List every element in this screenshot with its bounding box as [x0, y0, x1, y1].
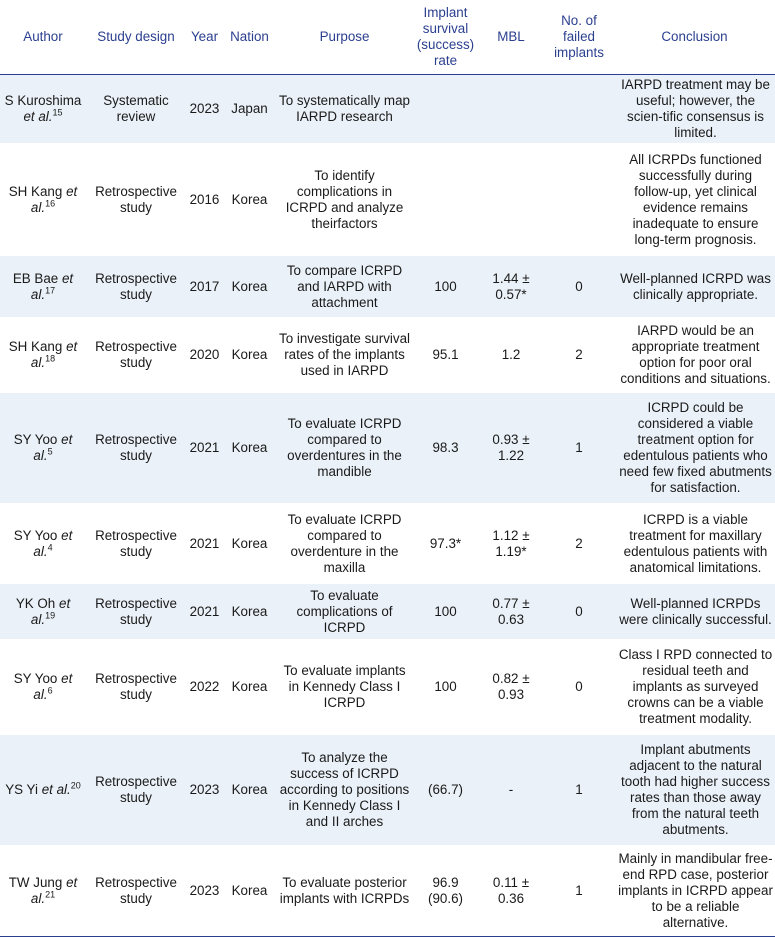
header-year: Year — [186, 0, 223, 75]
author-ref: 5 — [47, 446, 53, 457]
cell-study-design: Retrospective study — [86, 144, 186, 256]
cell-author — [0, 735, 86, 846]
author-etal: et al. — [30, 595, 71, 627]
author-etal: et al. — [30, 339, 78, 370]
cell-year: 2017 — [186, 256, 223, 318]
cell-year: 2016 — [186, 144, 223, 256]
cell-study-design: Retrospective study — [86, 735, 186, 846]
cell-mbl: - — [478, 735, 544, 846]
table-row — [0, 75, 775, 144]
cell-mbl: 1.44 ± 0.57* — [478, 256, 544, 318]
cell-purpose: To evaluate complications of ICRPD — [276, 584, 413, 640]
cell-survival-rate — [413, 75, 478, 144]
cell-purpose: To evaluate posterior implants with ICRPDs — [276, 846, 413, 937]
cell-mbl — [478, 144, 544, 256]
table-row — [0, 504, 775, 584]
table-row — [0, 393, 775, 504]
header-author: Author — [0, 0, 86, 75]
cell-mbl: 0.93 ± 1.22 — [478, 393, 544, 504]
cell-survival-rate: 100 — [413, 640, 478, 735]
header-purpose: Purpose — [276, 0, 413, 75]
cell-author — [0, 640, 86, 735]
table-row — [0, 735, 775, 846]
cell-mbl: 1.2 — [478, 318, 544, 393]
cell-survival-rate: 95.1 — [413, 318, 478, 393]
cell-study-design: Retrospective study — [86, 318, 186, 393]
cell-study-design: Retrospective study — [86, 640, 186, 735]
cell-study-design: Retrospective study — [86, 504, 186, 584]
cell-purpose: To identify complications in ICRPD and analyze theirfactors — [276, 144, 413, 256]
author-ref: 16 — [45, 198, 56, 209]
cell-purpose: To systematically map IARPD research — [276, 75, 413, 144]
author-etal: et al. — [33, 432, 73, 463]
cell-conclusion: ICRPD is a viable treatment for maxillary edentulous patients with anatomical limitations. — [614, 504, 775, 584]
author-name: YK Oh — [15, 595, 56, 611]
cell-conclusion: Well-planned ICRPD was clinically appropriate. — [614, 256, 775, 318]
cell-author — [0, 318, 86, 393]
author-etal: et al. — [30, 270, 74, 302]
author-ref: 4 — [47, 542, 53, 553]
author-ref: 17 — [45, 285, 56, 296]
author-name: S Kuroshima — [4, 93, 82, 108]
table-row — [0, 584, 775, 640]
cell-survival-rate: 98.3 — [413, 393, 478, 504]
cell-survival-rate: 96.9 (90.6) — [413, 846, 478, 937]
header-survival-rate: Implant survival (success) rate — [413, 0, 478, 75]
cell-year: 2022 — [186, 640, 223, 735]
author-etal: et al. — [41, 782, 71, 797]
author-ref: 15 — [52, 107, 63, 118]
cell-failed-implants: 2 — [544, 318, 614, 393]
table-row — [0, 846, 775, 937]
cell-purpose: To investigate survival rates of the implants used in IARPD — [276, 318, 413, 393]
cell-failed-implants: 0 — [544, 640, 614, 735]
cell-nation: Japan — [223, 75, 276, 144]
cell-failed-implants: 1 — [544, 846, 614, 937]
cell-year: 2021 — [186, 584, 223, 640]
cell-purpose: To compare ICRPD and IARPD with attachment — [276, 256, 413, 318]
author-etal: et al. — [33, 527, 73, 559]
cell-year: 2023 — [186, 846, 223, 937]
cell-author — [0, 144, 86, 256]
author-ref: 18 — [45, 353, 56, 364]
cell-failed-implants: 1 — [544, 735, 614, 846]
cell-author — [0, 393, 86, 504]
cell-year: 2021 — [186, 504, 223, 584]
cell-author — [0, 75, 86, 144]
cell-survival-rate: 97.3* — [413, 504, 478, 584]
cell-mbl: 0.77 ± 0.63 — [478, 584, 544, 640]
cell-conclusion: Class I RPD connected to residual teeth and implants as surveyed crowns can be a viable treatment modality. — [614, 640, 775, 735]
cell-nation: Korea — [223, 735, 276, 846]
author-etal: et al. — [30, 875, 78, 906]
cell-conclusion: Implant abutments adjacent to the natural tooth had higher success rates than those away from the natural teeth abutments. — [614, 735, 775, 846]
cell-failed-implants: 1 — [544, 393, 614, 504]
cell-author — [0, 846, 86, 937]
cell-failed-implants: 0 — [544, 256, 614, 318]
author-ref: 6 — [47, 685, 53, 696]
author-name: SY Yoo — [13, 527, 58, 543]
cell-nation: Korea — [223, 318, 276, 393]
table-header — [0, 0, 775, 75]
author-name: SH Kang — [8, 183, 63, 199]
table-body — [0, 75, 775, 937]
header-mbl: MBL — [478, 0, 544, 75]
table-row — [0, 318, 775, 393]
cell-author — [0, 584, 86, 640]
table-row — [0, 256, 775, 318]
cell-author — [0, 256, 86, 318]
cell-author — [0, 504, 86, 584]
cell-failed-implants — [544, 144, 614, 256]
cell-nation: Korea — [223, 846, 276, 937]
cell-nation: Korea — [223, 640, 276, 735]
cell-mbl — [478, 75, 544, 144]
cell-conclusion: IARPD treatment may be useful; however, the scien-tific consensus is limited. — [614, 75, 775, 144]
cell-purpose: To analyze the success of ICRPD according to positions in Kennedy Class I and II arches — [276, 735, 413, 846]
cell-conclusion: Well-planned ICRPDs were clinically successful. — [614, 584, 775, 640]
header-row — [0, 0, 775, 75]
cell-survival-rate: 100 — [413, 256, 478, 318]
cell-study-design: Retrospective study — [86, 256, 186, 318]
author-etal: et al. — [30, 183, 78, 215]
cell-purpose: To evaluate implants in Kennedy Class I ICRPD — [276, 640, 413, 735]
author-name: SH Kang — [8, 339, 63, 354]
cell-nation: Korea — [223, 144, 276, 256]
table-row — [0, 640, 775, 735]
author-ref: 19 — [45, 610, 56, 621]
cell-study-design: Systematic review — [86, 75, 186, 144]
header-nation: Nation — [223, 0, 276, 75]
author-name: SY Yoo — [13, 671, 58, 686]
cell-nation: Korea — [223, 256, 276, 318]
cell-study-design: Retrospective study — [86, 846, 186, 937]
author-name: EB Bae — [12, 270, 59, 286]
cell-year: 2023 — [186, 735, 223, 846]
cell-nation: Korea — [223, 393, 276, 504]
header-failed-implants: No. of failed implants — [544, 0, 614, 75]
cell-study-design: Retrospective study — [86, 584, 186, 640]
cell-purpose: To evaluate ICRPD compared to overdenture in the maxilla — [276, 504, 413, 584]
author-name: SY Yoo — [13, 432, 58, 447]
cell-purpose: To evaluate ICRPD compared to overdentures in the mandible — [276, 393, 413, 504]
author-ref: 21 — [45, 889, 56, 900]
cell-year: 2021 — [186, 393, 223, 504]
cell-year: 2023 — [186, 75, 223, 144]
cell-mbl: 0.82 ± 0.93 — [478, 640, 544, 735]
cell-mbl: 0.11 ± 0.36 — [478, 846, 544, 937]
cell-conclusion: IARPD would be an appropriate treatment option for poor oral conditions and situations. — [614, 318, 775, 393]
cell-study-design: Retrospective study — [86, 393, 186, 504]
cell-nation: Korea — [223, 504, 276, 584]
header-conclusion: Conclusion — [614, 0, 775, 75]
cell-conclusion: Mainly in mandibular free-end RPD case, posterior implants in ICRPD appear to be a reliable alternative. — [614, 846, 775, 937]
author-name: TW Jung — [8, 875, 63, 890]
author-ref: 20 — [70, 780, 81, 791]
cell-survival-rate: 100 — [413, 584, 478, 640]
cell-survival-rate: (66.7) — [413, 735, 478, 846]
header-study-design: Study design — [86, 0, 186, 75]
cell-nation: Korea — [223, 584, 276, 640]
cell-failed-implants: 2 — [544, 504, 614, 584]
cell-year: 2020 — [186, 318, 223, 393]
author-etal: et al. — [23, 109, 53, 124]
cell-survival-rate — [413, 144, 478, 256]
author-name: YS Yi — [5, 782, 38, 797]
cell-mbl: 1.12 ± 1.19* — [478, 504, 544, 584]
cell-failed-implants: 0 — [544, 584, 614, 640]
cell-conclusion: All ICRPDs functioned successfully during follow-up, yet clinical evidence remains inadequate to ensure long-term prognosis. — [614, 144, 775, 256]
author-etal: et al. — [33, 671, 73, 702]
cell-conclusion: ICRPD could be considered a viable treatment option for edentulous patients who need few fixed abutments for satisfaction. — [614, 393, 775, 504]
table-row — [0, 144, 775, 256]
cell-failed-implants — [544, 75, 614, 144]
